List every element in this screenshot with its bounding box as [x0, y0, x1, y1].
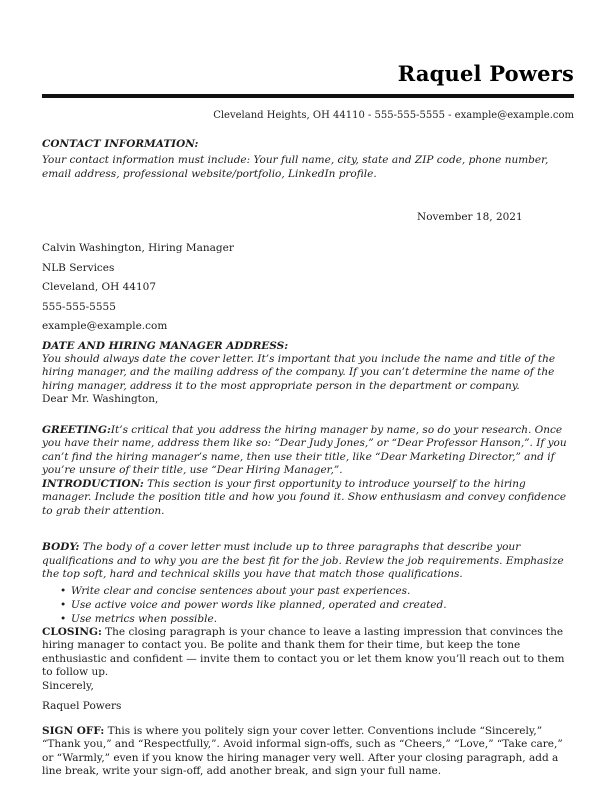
sign-off-paragraph: [42, 725, 574, 779]
header-divider: [42, 94, 574, 98]
closing-paragraph: [42, 626, 574, 680]
recipient-email-line: example@example.com: [42, 320, 168, 332]
contact-information-heading: CONTACT INFORMATION:: [42, 138, 199, 150]
bullet-item: • Write clear and concise sentences about your past experiences.: [42, 584, 574, 598]
header-contact-line: Cleveland Heights, OH 44110 - 555-555-5555 - example@example.com: [213, 110, 574, 121]
sign-off-text: This is where you politely sign your cover letter. Conventions include “Sincerely,” “Thank you,” and “Respectfully,”. Avoid informal sign-offs, such as “Cheers,” “Love,” “Take care,” or “Warmly,” even if you know the hiring manager very well. After your closing paragraph, add a line break, write your sign-off, add another break, and sign your full name.: [42, 724, 563, 777]
introduction-label: INTRODUCTION:: [42, 477, 144, 490]
recipient-address: [42, 239, 574, 337]
closing-label: CLOSING:: [42, 625, 102, 638]
sign-off-label: SIGN OFF:: [42, 724, 105, 737]
date-address-heading: DATE AND HIRING MANAGER ADDRESS:: [42, 339, 289, 352]
bullet-item: • Use metrics when possible.: [42, 612, 574, 626]
body-paragraph: [42, 541, 574, 582]
greeting-text: It’s critical that you address the hiring manager by name, so do your research. Once you have their name, address them like so: “Dear Judy Jones,” or “Dear Professor Hanson,”. If you can’t find the hiring manager’s name, then use their title, like “Dear Marketing Director,” and if you’re unsure of their title, use “Dear Hiring Manager,”.: [42, 423, 567, 476]
recipient-name-line: Calvin Washington, Hiring Manager: [42, 242, 234, 254]
greeting-label: GREETING:: [42, 423, 111, 436]
valediction: Sincerely,: [42, 679, 94, 692]
body-label: BODY:: [42, 541, 80, 553]
signature-name: Raquel Powers: [42, 700, 122, 712]
greeting-paragraph: [42, 424, 574, 478]
recipient-city-line: Cleveland, OH 44107: [42, 281, 157, 293]
bullet-item: • Use active voice and power words like planned, operated and created.: [42, 598, 574, 612]
salutation: Dear Mr. Washington,: [42, 393, 159, 405]
date-address-text: You should always date the cover letter. It’s important that you include the name and title of the hiring manager, and the mailing address of the company. If you can’t determine the name of the hiring manager, address it to the most appropriate person in the department or company.: [42, 352, 556, 392]
introduction-text: This section is your first opportunity to introduce yourself to the hiring manager. Include the position title and how you found it. Show enthusiasm and convey confidence to grab their attention.: [42, 477, 567, 517]
recipient-company-line: NLB Services: [42, 261, 115, 274]
contact-information-text: Your contact information must include: Your full name, city, state and ZIP code, phone number, email address, professional website/portfolio, LinkedIn profile.: [42, 154, 549, 180]
closing-text: The closing paragraph is your chance to leave a lasting impression that convinces the hiring manager to contact you. Be polite and thank them for their time, but keep the tone enthusiastic and confident — invite them to contact you or let them know you’ll reach out to them to follow up.: [42, 625, 565, 678]
introduction-paragraph: [42, 478, 574, 519]
body-text: The body of a cover letter must include up to three paragraphs that describe your qualifications and to why you are the best fit for the job. Review the job requirements. Emphasize the top soft, hard and technical skills you have that match those qualifications.: [42, 541, 564, 580]
body-bullet-list: [42, 584, 574, 626]
document-title: Raquel Powers: [397, 61, 574, 86]
letter-date: November 18, 2021: [417, 211, 523, 223]
recipient-phone-line: 555-555-5555: [42, 300, 116, 313]
